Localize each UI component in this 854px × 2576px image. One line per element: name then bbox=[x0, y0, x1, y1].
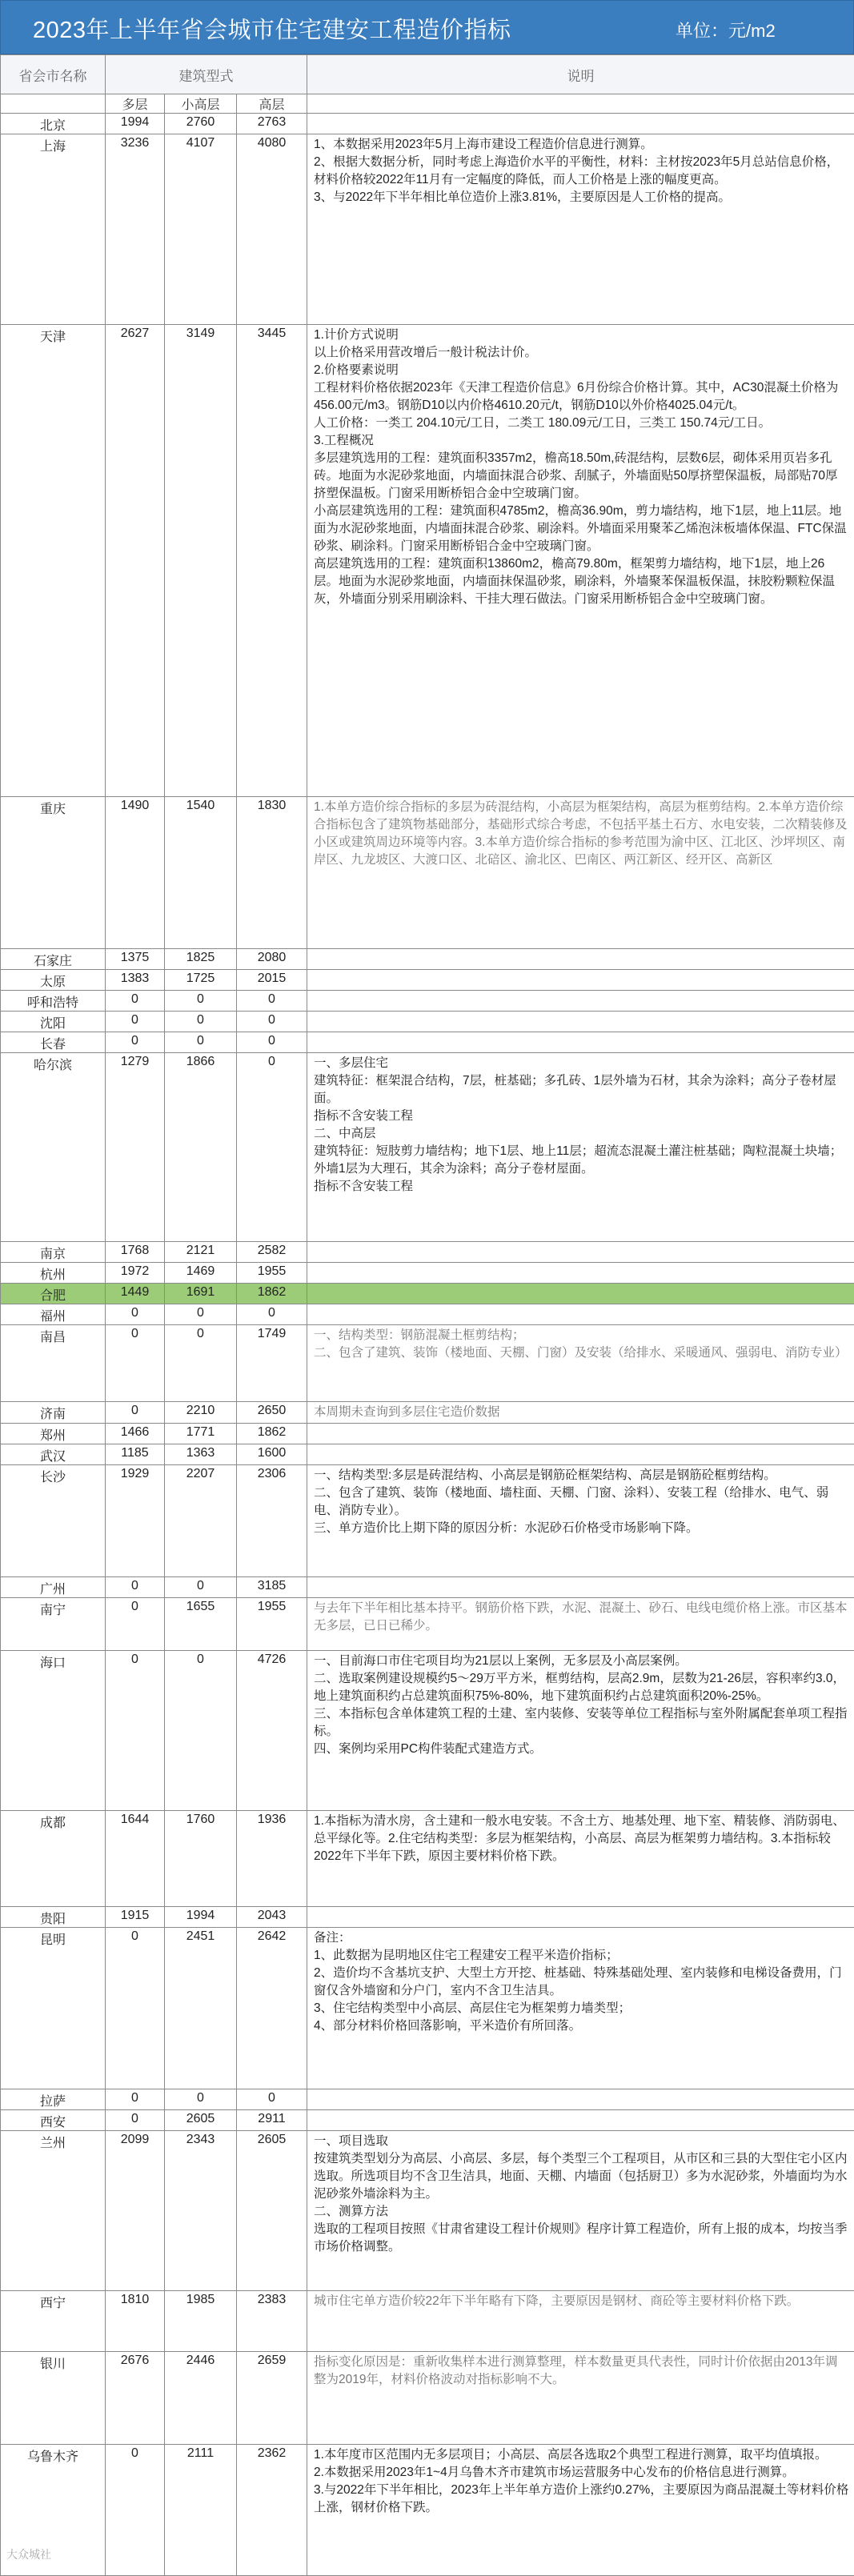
note-cell: 一、多层住宅 建筑特征：框架混合结构，7层，桩基础；多孔砖、1层外墙为石材，其余为涂料；高分子卷材屋面。 指标不含安装工程 二、中高层 建筑特征：短肢剪力墙结构；地下1层、地上11层；超流态混凝土灌注桩基础；陶粒混凝土块墙；外墙1层为大理石，其余为涂料；高分子卷材屋面。 指标不含安装工程 bbox=[307, 1053, 854, 1242]
note-cell: 一、结构类型:多层是砖混结构、小高层是钢筋砼框架结构、高层是钢筋砼框剪结构。 二、包含了建筑、装饰（楼地面、墙柱面、天棚、门窗、涂料）、安装工程（给排水、电气、弱电、消防专业）。 三、单方造价比上期下降的原因分析：水泥砂石价格受市场影响下降。 bbox=[307, 1465, 854, 1577]
note-cell: 城市住宅单方造价较22年下半年略有下降，主要原因是钢材、商砼等主要材料价格下跌。 bbox=[307, 2291, 854, 2352]
value-cell-high: 1862 bbox=[237, 1424, 307, 1444]
value-cell-high: 2015 bbox=[237, 970, 307, 991]
note-cell bbox=[307, 949, 854, 970]
table-row bbox=[1, 1577, 854, 1598]
subheader-empty bbox=[1, 94, 106, 114]
table-row bbox=[1, 114, 854, 134]
note-cell bbox=[307, 1284, 854, 1304]
value-cell-midhigh: 1691 bbox=[165, 1284, 237, 1304]
note-cell: 备注： 1、此数据为昆明地区住宅工程建安工程平米造价指标； 2、造价均不含基坑支护、大型土方开挖、桩基础、特殊基础处理、室内装修和电梯设备费用，门窗仅含外墙窗和分户门，室内不含卫生洁具。 3、住宅结构类型中小高层、高层住宅为框架剪力墙类型； 4、部分材料价格回落影响，平米造价有所回落。 bbox=[307, 1928, 854, 2089]
value-cell-high: 0 bbox=[237, 991, 307, 1012]
value-cell-multi: 3236 bbox=[106, 134, 165, 325]
note-cell: 一、结构类型：钢筋混凝土框剪结构； 二、包含了建筑、装饰（楼地面、天棚、门窗）及安装（给排水、采暖通风、强弱电、消防专业） bbox=[307, 1325, 854, 1402]
unit-label: 单位：元/m2 bbox=[676, 18, 776, 42]
table-row bbox=[1, 1811, 854, 1907]
subheader-midhigh: 小高层 bbox=[165, 94, 237, 114]
table-body bbox=[1, 114, 854, 2576]
value-cell-multi: 0 bbox=[106, 1304, 165, 1325]
table-row bbox=[1, 1402, 854, 1424]
table-row bbox=[1, 1907, 854, 1928]
watermark: 大众城社 bbox=[6, 2546, 51, 2562]
value-cell-midhigh: 0 bbox=[165, 2089, 237, 2110]
note-cell: 1、本数据采用2023年5月上海市建设工程造价信息进行测算。 2、根据大数据分析，同时考虑上海造价水平的平衡性，材料：主材按2023年5月总站信息价格，材料价格较2022年11月有一定幅度的降低，而人工价格是上涨的幅度更高。 3、与2022年下半年相比单位造价上涨3.81%，主要原因是人工价格的提高。 bbox=[307, 134, 854, 325]
value-cell-multi: 0 bbox=[106, 1325, 165, 1402]
table-row bbox=[1, 1304, 854, 1325]
value-cell-multi: 1644 bbox=[106, 1811, 165, 1907]
value-cell-midhigh: 2605 bbox=[165, 2110, 237, 2131]
value-cell-high: 2659 bbox=[237, 2352, 307, 2445]
value-cell-multi: 0 bbox=[106, 1598, 165, 1651]
city-cell: 西宁 bbox=[1, 2291, 106, 2352]
table-row bbox=[1, 1325, 854, 1402]
value-cell-multi: 2627 bbox=[106, 325, 165, 797]
value-cell-midhigh: 0 bbox=[165, 1304, 237, 1325]
note-cell bbox=[307, 1032, 854, 1053]
value-cell-multi: 0 bbox=[106, 2089, 165, 2110]
city-cell: 南京 bbox=[1, 1242, 106, 1263]
value-cell-midhigh: 1469 bbox=[165, 1263, 237, 1284]
value-cell-multi: 0 bbox=[106, 1012, 165, 1032]
subheader-note-empty bbox=[307, 94, 854, 114]
value-cell-high: 1749 bbox=[237, 1325, 307, 1402]
note-cell bbox=[307, 1444, 854, 1465]
value-cell-multi: 1383 bbox=[106, 970, 165, 991]
table-row bbox=[1, 1053, 854, 1242]
table-row bbox=[1, 1012, 854, 1032]
note-cell: 1.计价方式说明 以上价格采用营改增后一般计税法计价。 2.价格要素说明 工程材料价格依据2023年《天津工程造价信息》6月份综合价格计算。其中，AC30混凝土价格为456.00元/m3。钢筋D10以内价格4610.20元/t，钢筋D10以外价格4025.04元/t。 人工价格：一类工 204.10元/工日，二类工 180.09元/工日，三类工 150.74元/工日。 3.工程概况 多层建筑选用的工程：建筑面积3357m2，檐高18.50m,砖混结构，层数6层，砌体采用页岩多孔砖。地面为水泥砂浆地面，内墙面抹混合砂浆、刮腻子，外墙面贴50厚挤塑保温板，局部贴70厚挤塑保温板。门窗采用断桥铝合金中空玻璃门窗。 小高层建筑选用的工程：建筑面积4785m2，檐高36.90m，剪力墙结构，地下1层，地上11层。地面为水泥砂浆地面，内墙面抹混合砂浆、刷涂料。外墙面采用聚苯乙烯泡沫板墙体保温、FTC保温砂浆、刷涂料。门窗采用断桥铝合金中空玻璃门窗。 高层建筑选用的工程：建筑面积13860m2，檐高79.80m，框架剪力墙结构，地下1层，地上26层。地面为水泥砂浆地面，内墙面抹保温砂浆，刷涂料，外墙聚苯保温板保温，抹胶粉颗粒保温灰，外墙面分别采用刷涂料、干挂大理石做法。门窗采用断桥铝合金中空玻璃门窗。 bbox=[307, 325, 854, 797]
value-cell-high: 3185 bbox=[237, 1577, 307, 1598]
value-cell-midhigh: 1825 bbox=[165, 949, 237, 970]
city-cell: 重庆 bbox=[1, 797, 106, 949]
table-row bbox=[1, 970, 854, 991]
city-cell: 昆明 bbox=[1, 1928, 106, 2089]
city-cell: 长春 bbox=[1, 1032, 106, 1053]
value-cell-high: 0 bbox=[237, 1012, 307, 1032]
table-row bbox=[1, 2445, 854, 2576]
value-cell-high: 0 bbox=[237, 1032, 307, 1053]
value-cell-midhigh: 2111 bbox=[165, 2445, 237, 2576]
value-cell-high: 1600 bbox=[237, 1444, 307, 1465]
value-cell-high: 1936 bbox=[237, 1811, 307, 1907]
table-row bbox=[1, 2089, 854, 2110]
table-row bbox=[1, 1424, 854, 1444]
table-row bbox=[1, 1032, 854, 1053]
note-cell bbox=[307, 2110, 854, 2131]
note-cell bbox=[307, 1577, 854, 1598]
city-cell: 上海 bbox=[1, 134, 106, 325]
value-cell-multi: 0 bbox=[106, 2110, 165, 2131]
value-cell-midhigh: 2207 bbox=[165, 1465, 237, 1577]
value-cell-high: 2383 bbox=[237, 2291, 307, 2352]
value-cell-multi: 1929 bbox=[106, 1465, 165, 1577]
note-cell bbox=[307, 970, 854, 991]
value-cell-high: 0 bbox=[237, 1304, 307, 1325]
note-cell: 1.本指标为清水房，含土建和一般水电安装。不含土方、地基处理、地下室、精装修、消防弱电、总平绿化等。2.住宅结构类型：多层为框架结构，小高层、高层为框架剪力墙结构。3.本指标较2022年下半年下跌，原因主要材料价格下跌。 bbox=[307, 1811, 854, 1907]
value-cell-multi: 2099 bbox=[106, 2131, 165, 2291]
value-cell-high: 2642 bbox=[237, 1928, 307, 2089]
city-cell: 天津 bbox=[1, 325, 106, 797]
city-cell: 西安 bbox=[1, 2110, 106, 2131]
city-cell: 北京 bbox=[1, 114, 106, 134]
note-cell bbox=[307, 991, 854, 1012]
value-cell-midhigh: 3149 bbox=[165, 325, 237, 797]
value-cell-multi: 1449 bbox=[106, 1284, 165, 1304]
value-cell-multi: 1375 bbox=[106, 949, 165, 970]
subheader-multi: 多层 bbox=[106, 94, 165, 114]
city-cell: 哈尔滨 bbox=[1, 1053, 106, 1242]
value-cell-high: 2650 bbox=[237, 1402, 307, 1424]
value-cell-multi: 1185 bbox=[106, 1444, 165, 1465]
value-cell-midhigh: 1725 bbox=[165, 970, 237, 991]
value-cell-high: 4726 bbox=[237, 1651, 307, 1811]
value-cell-high: 0 bbox=[237, 2089, 307, 2110]
note-cell: 指标变化原因是：重新收集样本进行测算整理，样本数量更具代表性，同时计价依据由2013年调整为2019年，材料价格波动对指标影响不大。 bbox=[307, 2352, 854, 2445]
note-cell bbox=[307, 1242, 854, 1263]
value-cell-multi: 1466 bbox=[106, 1424, 165, 1444]
value-cell-midhigh: 1540 bbox=[165, 797, 237, 949]
note-cell bbox=[307, 2089, 854, 2110]
value-cell-midhigh: 2446 bbox=[165, 2352, 237, 2445]
value-cell-multi: 1972 bbox=[106, 1263, 165, 1284]
value-cell-high: 1830 bbox=[237, 797, 307, 949]
value-cell-midhigh: 2121 bbox=[165, 1242, 237, 1263]
value-cell-high: 2763 bbox=[237, 114, 307, 134]
value-cell-multi: 2676 bbox=[106, 2352, 165, 2445]
note-cell: 1.本年度市区范围内无多层项目；小高层、高层各选取2个典型工程进行测算，取平均值填报。 2.本数据采用2023年1~4月乌鲁木齐市建筑市场运营服务中心发布的价格信息进行测算。 3.与2022年下半年相比，2023年上半年单方造价上涨约0.27%，主要原因为商品混凝土等材料价格上涨，钢材价格下跌。 bbox=[307, 2445, 854, 2576]
city-cell: 银川 bbox=[1, 2352, 106, 2445]
value-cell-multi: 1768 bbox=[106, 1242, 165, 1263]
table-row bbox=[1, 2352, 854, 2445]
value-cell-multi: 1915 bbox=[106, 1907, 165, 1928]
city-cell: 贵阳 bbox=[1, 1907, 106, 1928]
value-cell-midhigh: 0 bbox=[165, 1651, 237, 1811]
value-cell-midhigh: 1866 bbox=[165, 1053, 237, 1242]
table-row bbox=[1, 1651, 854, 1811]
header-row bbox=[1, 55, 854, 94]
value-cell-high: 2362 bbox=[237, 2445, 307, 2576]
value-cell-high: 2080 bbox=[237, 949, 307, 970]
value-cell-midhigh: 2343 bbox=[165, 2131, 237, 2291]
value-cell-multi: 1994 bbox=[106, 114, 165, 134]
value-cell-midhigh: 0 bbox=[165, 1032, 237, 1053]
value-cell-midhigh: 1760 bbox=[165, 1811, 237, 1907]
city-cell: 海口 bbox=[1, 1651, 106, 1811]
table-row bbox=[1, 2291, 854, 2352]
table-row bbox=[1, 797, 854, 949]
city-cell: 广州 bbox=[1, 1577, 106, 1598]
value-cell-midhigh: 0 bbox=[165, 1012, 237, 1032]
value-cell-midhigh: 1985 bbox=[165, 2291, 237, 2352]
city-cell: 南宁 bbox=[1, 1598, 106, 1651]
value-cell-high: 2911 bbox=[237, 2110, 307, 2131]
note-cell bbox=[307, 1424, 854, 1444]
value-cell-high: 0 bbox=[237, 1053, 307, 1242]
subheader-row bbox=[1, 94, 854, 114]
value-cell-high: 1862 bbox=[237, 1284, 307, 1304]
table-row bbox=[1, 1284, 854, 1304]
note-cell: 本周期未查询到多层住宅造价数据 bbox=[307, 1402, 854, 1424]
table-row bbox=[1, 1263, 854, 1284]
value-cell-multi: 0 bbox=[106, 1402, 165, 1424]
city-cell: 成都 bbox=[1, 1811, 106, 1907]
city-cell: 太原 bbox=[1, 970, 106, 991]
value-cell-midhigh: 2451 bbox=[165, 1928, 237, 2089]
title-bar bbox=[0, 0, 854, 54]
value-cell-midhigh: 1655 bbox=[165, 1598, 237, 1651]
note-cell bbox=[307, 1012, 854, 1032]
city-cell: 武汉 bbox=[1, 1444, 106, 1465]
value-cell-high: 3445 bbox=[237, 325, 307, 797]
note-cell: 一、项目选取 按建筑类型划分为高层、小高层、多层，每个类型三个工程项目，从市区和三县的大型住宅小区内选取。所选项目均不含卫生洁具，地面、天棚、内墙面（包括厨卫）多为水泥砂浆，外墙面均为水泥砂浆外墙涂料为主。 二、测算方法 选取的工程项目按照《甘肃省建设工程计价规则》程序计算工程造价，所有上报的成本，均按当季市场价格调整。 bbox=[307, 2131, 854, 2291]
note-cell: 1.本单方造价综合指标的多层为砖混结构，小高层为框架结构，高层为框剪结构。2.本单方造价综合指标包含了建筑物基础部分，基础形式综合考虑，不包括平基土石方、水电安装，二次精装修及小区或建筑周边环境等内容。3.本单方造价综合指标的参考范围为渝中区、江北区、沙坪坝区、南岸区、九龙坡区、大渡口区、北碚区、渝北区、巴南区、两江新区、经开区、高新区 bbox=[307, 797, 854, 949]
city-cell: 济南 bbox=[1, 1402, 106, 1424]
note-cell bbox=[307, 114, 854, 134]
value-cell-midhigh: 2210 bbox=[165, 1402, 237, 1424]
value-cell-midhigh: 4107 bbox=[165, 134, 237, 325]
table-row bbox=[1, 949, 854, 970]
city-cell: 乌鲁木齐 bbox=[1, 2445, 106, 2576]
value-cell-multi: 0 bbox=[106, 1928, 165, 2089]
city-cell: 长沙 bbox=[1, 1465, 106, 1577]
page-title: 2023年上半年省会城市住宅建安工程造价指标 bbox=[33, 12, 511, 45]
value-cell-midhigh: 1771 bbox=[165, 1424, 237, 1444]
table-row bbox=[1, 1598, 854, 1651]
note-cell: 与去年下半年相比基本持平。钢筋价格下跌，水泥、混凝土、砂石、电线电缆价格上涨。市区基本无多层，已日已稀少。 bbox=[307, 1598, 854, 1651]
value-cell-multi: 0 bbox=[106, 1651, 165, 1811]
city-cell: 兰州 bbox=[1, 2131, 106, 2291]
value-cell-midhigh: 0 bbox=[165, 991, 237, 1012]
subheader-high: 高层 bbox=[237, 94, 307, 114]
table-row bbox=[1, 1242, 854, 1263]
value-cell-midhigh: 2760 bbox=[165, 114, 237, 134]
col-header-note: 说明 bbox=[307, 55, 854, 94]
value-cell-multi: 0 bbox=[106, 1032, 165, 1053]
value-cell-midhigh: 1363 bbox=[165, 1444, 237, 1465]
table-row bbox=[1, 325, 854, 797]
table-row bbox=[1, 2131, 854, 2291]
value-cell-multi: 1810 bbox=[106, 2291, 165, 2352]
note-cell bbox=[307, 1907, 854, 1928]
table-row bbox=[1, 1928, 854, 2089]
value-cell-high: 2605 bbox=[237, 2131, 307, 2291]
value-cell-multi: 0 bbox=[106, 2445, 165, 2576]
value-cell-high: 2582 bbox=[237, 1242, 307, 1263]
value-cell-high: 1955 bbox=[237, 1263, 307, 1284]
table-row bbox=[1, 2110, 854, 2131]
value-cell-high: 2306 bbox=[237, 1465, 307, 1577]
value-cell-high: 2043 bbox=[237, 1907, 307, 1928]
city-cell: 福州 bbox=[1, 1304, 106, 1325]
value-cell-midhigh: 0 bbox=[165, 1325, 237, 1402]
city-cell: 南昌 bbox=[1, 1325, 106, 1402]
value-cell-multi: 1490 bbox=[106, 797, 165, 949]
city-cell: 郑州 bbox=[1, 1424, 106, 1444]
city-cell: 合肥 bbox=[1, 1284, 106, 1304]
city-cell: 拉萨 bbox=[1, 2089, 106, 2110]
value-cell-high: 4080 bbox=[237, 134, 307, 325]
value-cell-midhigh: 1994 bbox=[165, 1907, 237, 1928]
table-row bbox=[1, 134, 854, 325]
table-row bbox=[1, 1444, 854, 1465]
value-cell-midhigh: 0 bbox=[165, 1577, 237, 1598]
city-cell: 呼和浩特 bbox=[1, 991, 106, 1012]
col-header-city: 省会市名称 bbox=[1, 55, 106, 94]
cost-index-table bbox=[0, 54, 854, 2576]
note-cell: 一、目前海口市住宅项目均为21层以上案例，无多层及小高层案例。 二、选取案例建设规模约5～29万平方米，框剪结构，层高2.9m，层数为21-26层，容积率约3.0，地上建筑面积约占总建筑面积75%-80%，地下建筑面积约占总建筑面积20%-25%。 三、本指标包含单体建筑工程的土建、室内装修、安装等单位工程指标与室外附属配套单项工程指标。 四、案例均采用PC构件装配式建造方式。 bbox=[307, 1651, 854, 1811]
value-cell-multi: 1279 bbox=[106, 1053, 165, 1242]
value-cell-multi: 0 bbox=[106, 991, 165, 1012]
note-cell bbox=[307, 1304, 854, 1325]
table-row bbox=[1, 1465, 854, 1577]
note-cell bbox=[307, 1263, 854, 1284]
value-cell-multi: 0 bbox=[106, 1577, 165, 1598]
table-row bbox=[1, 991, 854, 1012]
value-cell-high: 1955 bbox=[237, 1598, 307, 1651]
city-cell: 石家庄 bbox=[1, 949, 106, 970]
city-cell: 沈阳 bbox=[1, 1012, 106, 1032]
col-header-type: 建筑型式 bbox=[106, 55, 307, 94]
city-cell: 杭州 bbox=[1, 1263, 106, 1284]
